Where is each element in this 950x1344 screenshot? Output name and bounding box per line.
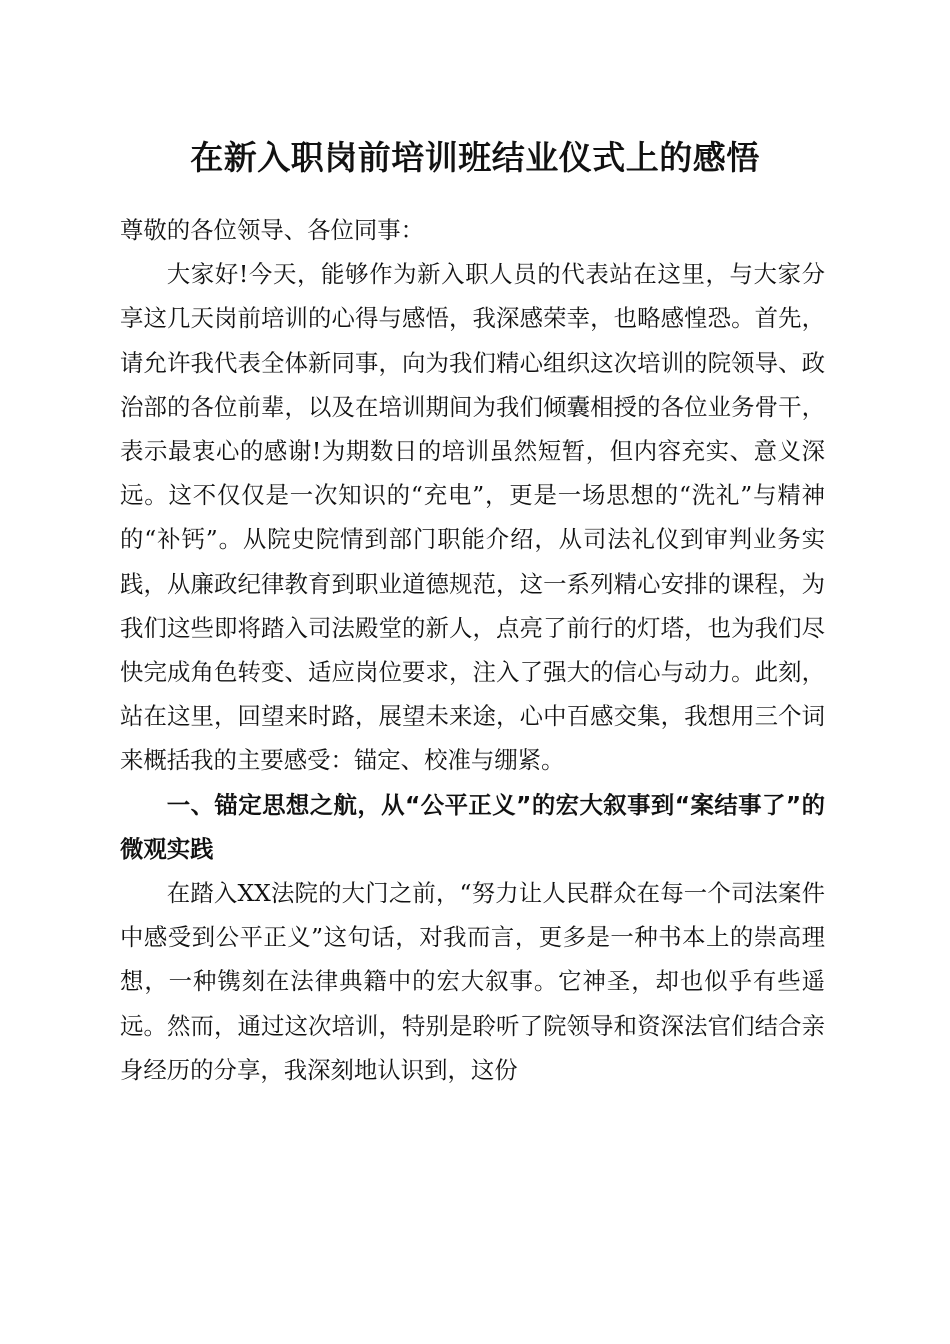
document-title: 在新入职岗前培训班结业仪式上的感悟 <box>190 138 760 177</box>
document-body <box>120 208 825 1092</box>
salutation: 尊敬的各位领导、各位同事： <box>120 216 425 244</box>
section-1-paragraph: 在踏入XX法院的大门之前，“努力让人民群众在每一个司法案件中感受到公平正义”这句话，对我而言，更多是一种书本上的崇高理想，一种镌刻在法律典籍中的宏大叙事。它神圣，却也似乎有些遥远。然而，通过这次培训，特别是聆听了院领导和资深法官们结合亲身经历的分享，我深刻地认识到，这份 <box>120 879 825 1084</box>
section-heading-1: 一、锚定思想之航，从“公平正义”的宏大叙事到“案结事了”的微观实践 <box>120 790 825 863</box>
opening-paragraph: 大家好!今天，能够作为新入职人员的代表站在这里，与大家分享这几天岗前培训的心得与感悟，我深感荣幸，也略感惶恐。首先，请允许我代表全体新同事，向为我们精心组织这次培训的院领导、政治部的各位前辈，以及在培训期间为我们倾囊相授的各位业务骨干，表示最衷心的感谢!为期数日的培训虽然短暂，但内容充实、意义深远。这不仅仅是一次知识的“充电”，更是一场思想的“洗礼”与精神的“补钙”。从院史院情到部门职能介绍，从司法礼仪到审判业务实践，从廉政纪律教育到职业道德规范，这一系列精心安排的课程，为我们这些即将踏入司法殿堂的新人，点亮了前行的灯塔，也为我们尽快完成角色转变、适应岗位要求，注入了强大的信心与动力。此刻，站在这里，回望来时路，展望未来途，心中百感交集，我想用三个词来概括我的主要感受：锚定、校准与绷紧。 <box>120 260 825 775</box>
